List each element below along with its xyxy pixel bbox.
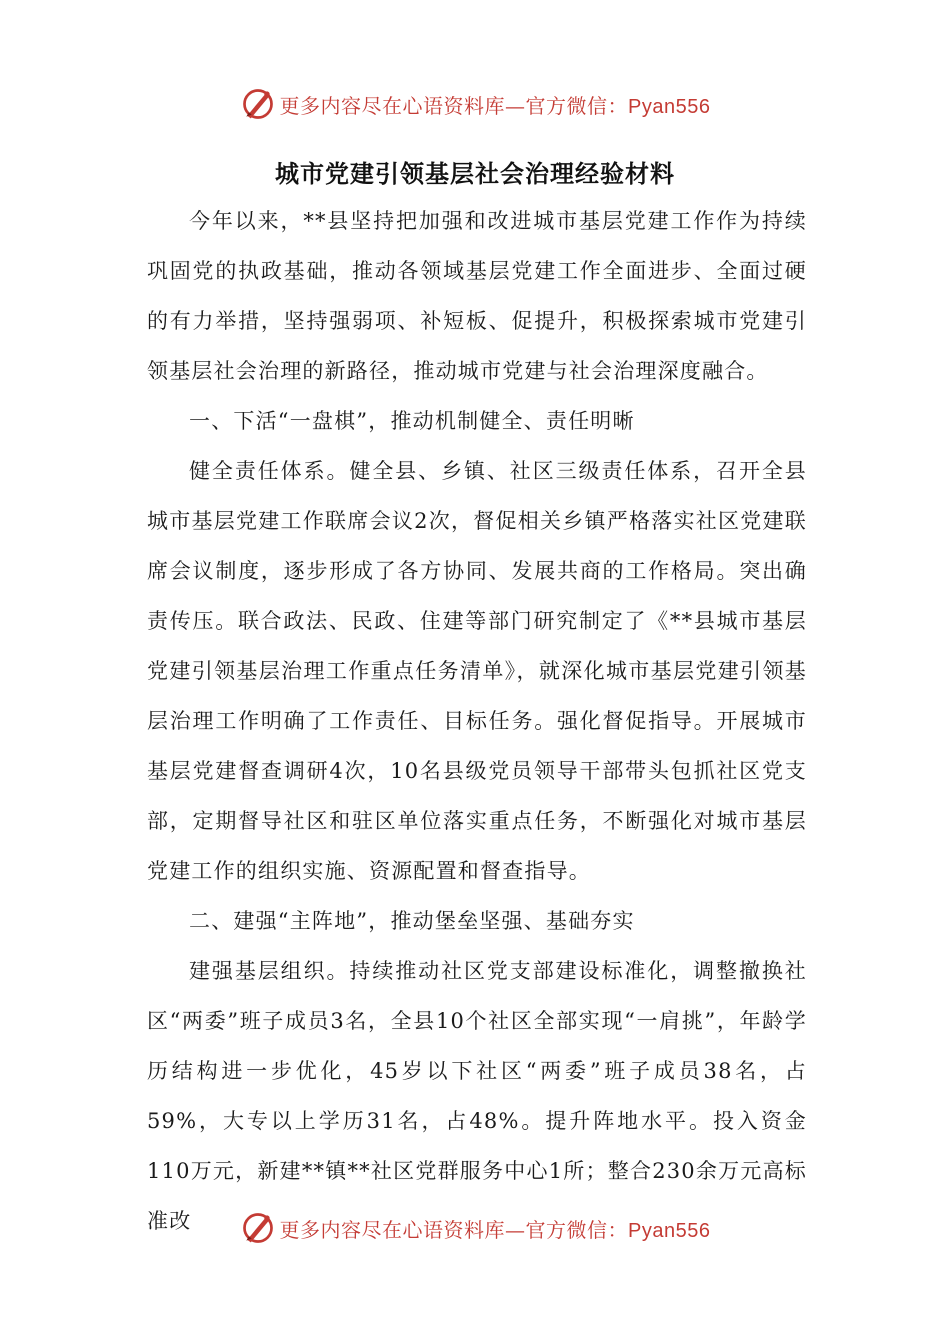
footer-watermark-banner bbox=[0, 1206, 950, 1250]
paragraph-intro: 今年以来，**县坚持把加强和改进城市基层党建工作作为持续巩固党的执政基础，推动各领域基层党建工作全面进步、全面过硬的有力举措，坚持强弱项、补短板、促提升，积极探索城市党建引领基层社会治理的新路径，推动城市党建与社会治理深度融合。 bbox=[147, 209, 807, 383]
section-heading-1: 一、下活“一盘棋”，推动机制健全、责任明晰 bbox=[189, 409, 635, 433]
pen-logo-icon bbox=[240, 86, 276, 122]
section-heading-2: 二、建强“主阵地”，推动堡垒坚强、基础夯实 bbox=[189, 909, 635, 933]
document-body bbox=[147, 196, 807, 1246]
document-title: 城市党建引领基层社会治理经验材料 bbox=[275, 159, 675, 188]
paragraph-section-2: 建强基层组织。持续推动社区党支部建设标准化，调整撤换社区“两委”班子成员3名，全县10个社区全部实现“一肩挑”，年龄学历结构进一步优化，45岁以下社区“两委”班子成员38名，占59%，大专以上学历31名，占48%。提升阵地水平。投入资金110万元，新建**镇**社区党群服务中心1所；整合230余万元高标准改 bbox=[147, 959, 807, 1233]
footer-wechat-id: Pyan556 bbox=[628, 1219, 711, 1242]
header-watermark-banner bbox=[0, 82, 950, 126]
header-wechat-id: Pyan556 bbox=[628, 95, 711, 118]
paragraph-section-1: 健全责任体系。健全县、乡镇、社区三级责任体系，召开全县城市基层党建工作联席会议2次，督促相关乡镇严格落实社区党建联席会议制度，逐步形成了各方协同、发展共商的工作格局。突出确责传压。联合政法、民政、住建等部门研究制定了《**县城市基层党建引领基层治理工作重点任务清单》，就深化城市基层党建引领基层治理工作明确了工作责任、目标任务。强化督促指导。开展城市基层党建督查调研4次，10名县级党员领导干部带头包抓社区党支部，定期督导社区和驻区单位落实重点任务，不断强化对城市基层党建工作的组织实施、资源配置和督查指导。 bbox=[147, 459, 807, 883]
pen-logo-icon bbox=[240, 1210, 276, 1246]
footer-watermark-text: 更多内容尽在心语资料库—官方微信：Pyan556 bbox=[279, 1217, 711, 1242]
header-watermark-text: 更多内容尽在心语资料库—官方微信：Pyan556 bbox=[279, 93, 711, 118]
